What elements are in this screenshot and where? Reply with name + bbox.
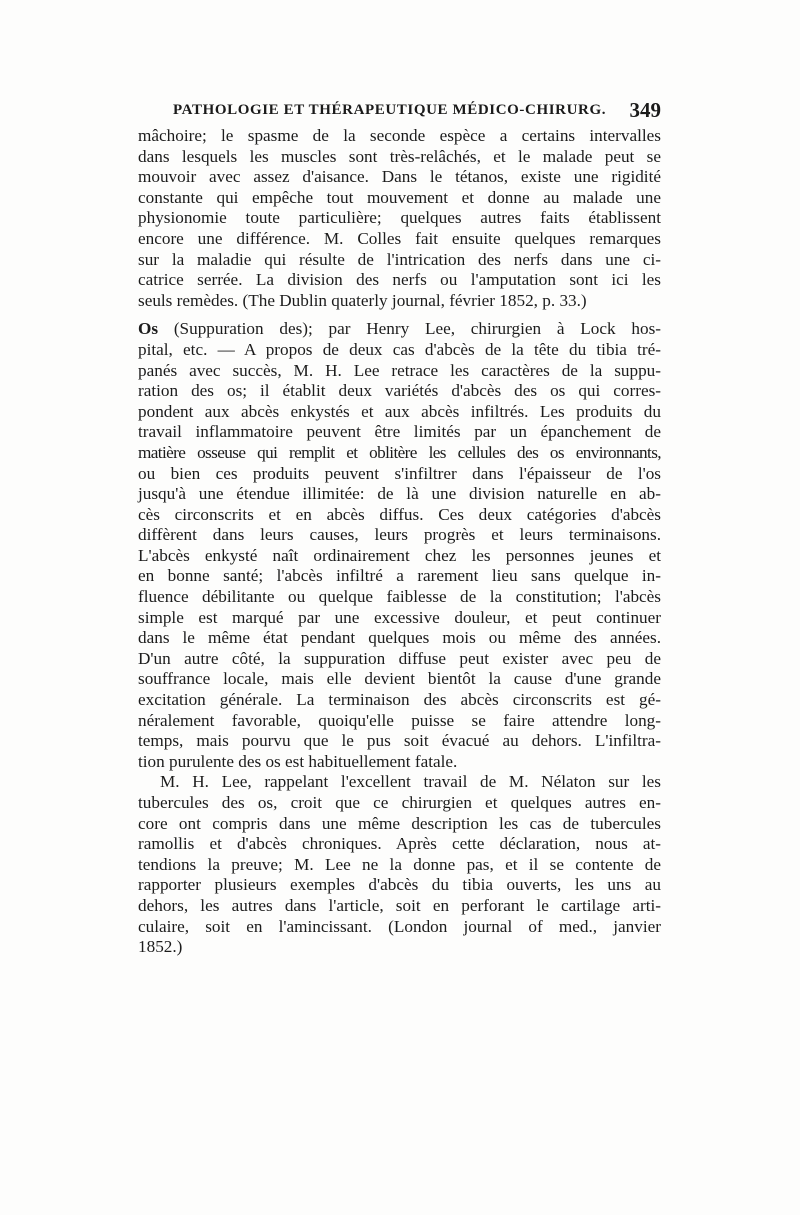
page-number: 349 bbox=[629, 98, 661, 122]
entry-heading: Os bbox=[138, 319, 159, 339]
text-line: cès circonscrits et en abcès diffus. Ces deux catégories d'abcès bbox=[138, 504, 661, 524]
text-line: culaire, soit en l'amincissant. (London journal of med., janvier bbox=[138, 916, 661, 936]
text-line: M. H. Lee, rappelant l'excellent travail de M. Nélaton sur les bbox=[160, 772, 661, 792]
text-line: tubercules des os, croit que ce chirurgien et quelques autres en- bbox=[138, 793, 661, 812]
text-line: ration des os; il établit deux variétés d'abcès des os qui corres- bbox=[138, 381, 661, 401]
text-line: physionomie toute particulière; quelques autres faits établissent bbox=[138, 208, 661, 228]
text-line: tendions la preuve; M. Lee ne la donne pas, et il se contente de bbox=[138, 854, 661, 874]
text-line: mâchoire; le spasme de la seconde espèce a certains intervalles bbox=[138, 126, 661, 145]
running-header bbox=[173, 98, 661, 126]
text-line: temps, mais pourvu que le pus soit évacué au dehors. L'infiltra- bbox=[138, 731, 661, 751]
text-line: D'un autre côté, la suppuration diffuse peut exister avec peu de bbox=[138, 648, 661, 668]
text-line: constante qui empêche tout mouvement et donne au malade une bbox=[138, 187, 661, 207]
text-line: souffrance locale, mais elle devient bientôt la cause d'une grande bbox=[138, 669, 661, 689]
text-line: seuls remèdes. (The Dublin quaterly journal, février 1852, p. 33.) bbox=[138, 290, 587, 310]
text-line: matière osseuse qui remplit et oblitère les cellules des os environnants, bbox=[138, 442, 661, 462]
paragraph-os-suppuration bbox=[138, 319, 661, 772]
text-line: L'abcès enkysté naît ordinairement chez les personnes jeunes et bbox=[138, 545, 661, 565]
text-line: sur la maladie qui résulte de l'intrication des nerfs dans une ci- bbox=[138, 249, 661, 269]
text-line: en bonne santé; l'abcès infiltré a rarement lieu sans quelque in- bbox=[138, 566, 661, 586]
text-line: ramollis et d'abcès chroniques. Après cette déclaration, nous at- bbox=[138, 834, 661, 854]
text-line: mouvoir avec assez d'aisance. Dans le tétanos, existe une rigidité bbox=[138, 167, 661, 187]
text-line: panés avec succès, M. H. Lee retrace les caractères de la suppu- bbox=[138, 360, 661, 380]
paragraph-lee-tubercules bbox=[138, 772, 661, 957]
text-line: simple est marqué par une excessive douleur, et peut continuer bbox=[138, 607, 661, 627]
text-line: diffèrent dans leurs causes, leurs progrès et leurs terminaisons. bbox=[138, 525, 661, 545]
text-line: ou bien ces produits peuvent s'infiltrer dans l'épaisseur de l'os bbox=[138, 463, 661, 483]
text-line: dans le même état pendant quelques mois ou même des années. bbox=[138, 628, 661, 648]
text-line: dans lesquels les muscles sont très-relâchés, et le malade peut se bbox=[138, 146, 661, 166]
text-line: encore une différence. M. Colles fait ensuite quelques remarques bbox=[138, 228, 661, 248]
paragraph-tetanos-end bbox=[138, 126, 661, 311]
text-line: rapporter plusieurs exemples d'abcès du tibia ouverts, les uns au bbox=[138, 875, 661, 895]
text-line: excitation générale. La terminaison des abcès circonscrits est gé- bbox=[138, 690, 661, 710]
text-line: 1852.) bbox=[138, 937, 183, 957]
text-line-lead bbox=[138, 319, 661, 340]
text-line: tion purulente des os est habituellement fatale. bbox=[138, 751, 458, 771]
text-line: travail inflammatoire peuvent être limités par un épanchement de bbox=[138, 422, 661, 442]
body-text bbox=[138, 126, 661, 958]
text-line: core ont compris dans une même description les cas de tubercules bbox=[138, 813, 661, 833]
text-line: catrice serrée. La division des nerfs ou l'amputation sont ici les bbox=[138, 270, 661, 290]
text-line: jusqu'à une étendue illimitée: de là une division naturelle en ab- bbox=[138, 484, 661, 504]
text-line: dehors, les autres dans l'article, soit en perforant le cartilage arti- bbox=[138, 895, 661, 915]
text-line: (Suppuration des); par Henry Lee, chirurgien à Lock hos- bbox=[158, 319, 661, 339]
text-line: néralement favorable, quoiqu'elle puisse se faire attendre long- bbox=[138, 710, 661, 730]
text-line: pital, etc. — A propos de deux cas d'abcès de la tête du tibia tré- bbox=[138, 339, 661, 359]
header-title: PATHOLOGIE ET THÉRAPEUTIQUE MÉDICO-CHIRURG. bbox=[173, 102, 607, 118]
text-line: pondent aux abcès enkystés et aux abcès infiltrés. Les produits du bbox=[138, 401, 661, 421]
text-line: fluence débilitante ou quelque faiblesse de la constitution; l'abcès bbox=[138, 587, 661, 607]
